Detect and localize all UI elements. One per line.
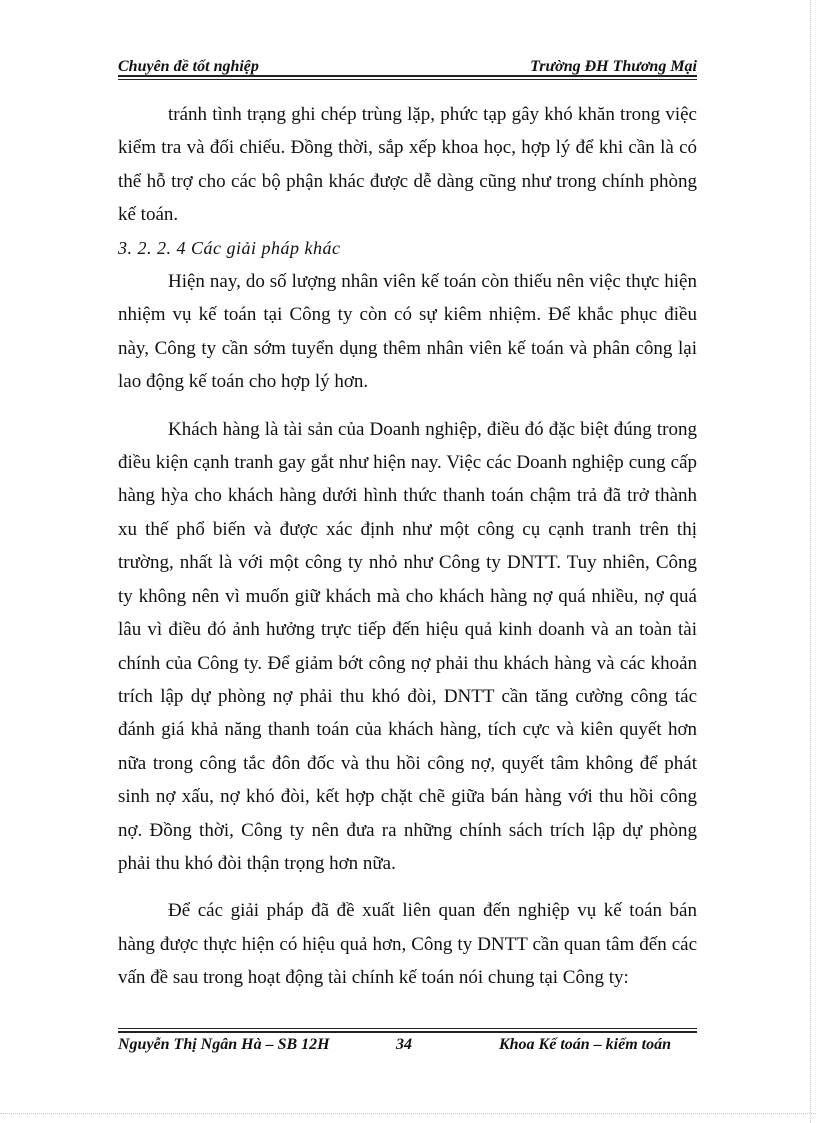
footer-author: Nguyễn Thị Ngân Hà – SB 12H: [118, 1036, 330, 1053]
paragraph-customers: Khách hàng là tài sản của Doanh nghiệp, điều đó đặc biệt đúng trong điều kiện cạnh tranh gay gắt như hiện nay. Việc các Doanh nghiệp cung cấp hàng hỳa cho khách hàng dưới hình thức thanh toán chậm trả đã trở thành xu thế phổ biến và được xác định như một công cụ cạnh tranh trên thị trường, nhất là với một công ty nhỏ như Công ty DNTT. Tuy nhiên, Công ty không nên vì muốn giữ khách mà cho khách hàng nợ quá nhiều, nợ quá lâu vì điều đó ảnh hưởng trực tiếp đến hiệu quả kinh doanh và an toàn tài chính của Công ty. Để giảm bớt công nợ phải thu khách hàng và các khoản trích lập dự phòng nợ phải thu khó đòi, DNTT cần tăng cường công tác đánh giá khả năng thanh toán của khách hàng, tích cực và kiên quyết hơn nữa trong công tắc đôn đốc và thu hồi công nợ, quyết tâm không để phát sinh nợ xấu, nợ khó đòi, kết hợp chặt chẽ giữa bán hàng với thu hồi công nợ. Đồng thời, Công ty nên đưa ra những chính sách trích lập dự phòng phải thu khó đòi thận trọng hơn nữa.: [118, 418, 697, 874]
page-edge-right: [810, 0, 811, 1123]
page-header: [118, 52, 697, 76]
footer-rule: [118, 1031, 697, 1033]
paragraph-solutions: Để các giải pháp đã đề xuất liên quan đến nghiệp vụ kế toán bán hàng được thực hiện có hiệu quả hơn, Công ty DNTT cần quan tâm đến các vấn đề sau trong hoạt động tài chính kế toán nói chung tại Công ty:: [118, 900, 697, 989]
header-rule: [118, 75, 697, 77]
page-edge-bottom: [0, 1113, 816, 1114]
header-left-title: Chuyên đề tốt nghiệp: [118, 58, 259, 75]
footer-rule-secondary: [118, 1028, 697, 1029]
header-right-title: Trường ĐH Thương Mại: [530, 58, 697, 75]
paragraph-staffing: Hiện nay, do số lượng nhân viên kế toán còn thiếu nên việc thực hiện nhiệm vụ kế toán tại Công ty còn có sự kiêm nhiệm. Để khắc phục điều này, Công ty cần sớm tuyển dụng thêm nhân viên kế toán và phân công lại lao động kế toán cho hợp lý hơn.: [118, 271, 697, 393]
footer-department: Khoa Kế toán – kiểm toán: [498, 1036, 671, 1053]
page-number: 34: [396, 1036, 412, 1053]
page-body: [118, 98, 697, 995]
section-subheading: 3. 2. 2. 4 Các giải pháp khác: [118, 237, 341, 258]
paragraph-continuation: tránh tình trạng ghi chép trùng lặp, phức tạp gây khó khăn trong việc kiểm tra và đối chiếu. Đồng thời, sắp xếp khoa học, hợp lý để khi cần là có thể hỗ trợ cho các bộ phận khác được dễ dàng cũng như trong chính phòng kế toán.: [118, 104, 697, 226]
header-rule-secondary: [118, 79, 697, 80]
